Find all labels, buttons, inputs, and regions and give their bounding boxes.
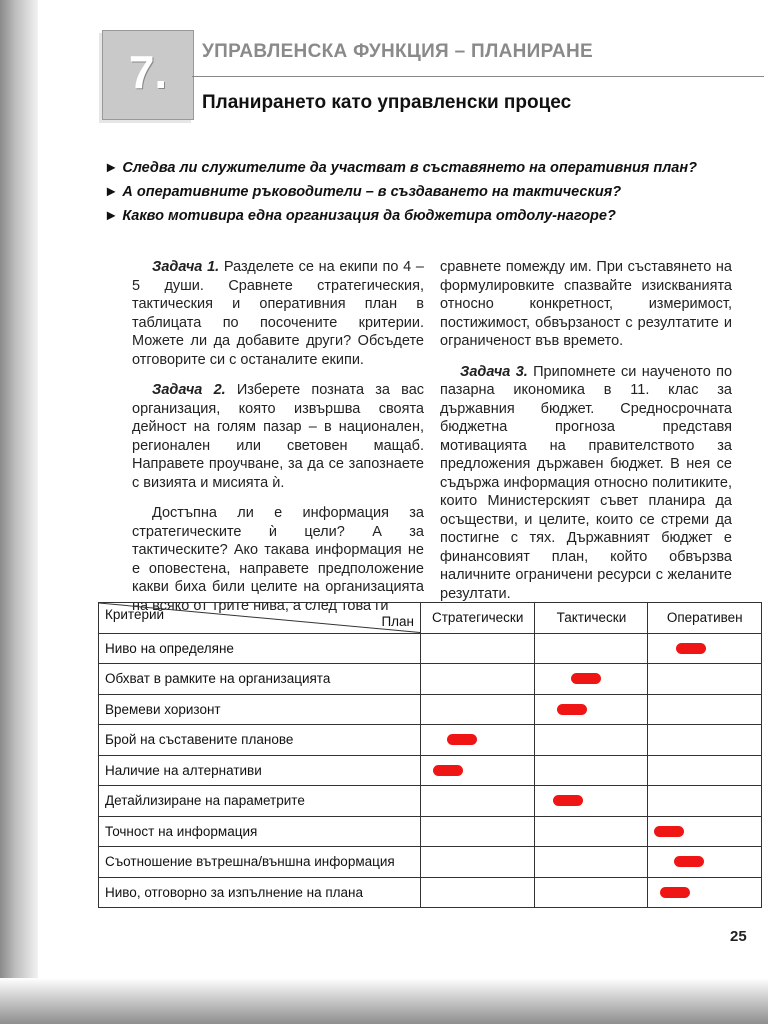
lesson-title: Планирането като управленски процес [202,92,572,113]
criteria-table [98,602,762,908]
task-1-body: Разделете се на екипи по 4 – 5 души. Сравнете стратегическия, тактическия и оперативния план в таблицата по посочените критерии. Можете ли да добавите други? Обсъдете отговорите си с останалите екипи. [132,259,424,368]
row-label: Съотношение вътрешна/външна информация [99,847,421,878]
table-cell[interactable] [648,786,762,817]
text-column-right [440,258,732,615]
table-cell[interactable] [535,816,648,847]
task-3-paragraph [440,363,732,604]
row-label: Ниво на определяне [99,633,421,664]
chapter-title: УПРАВЛЕНСКА ФУНКЦИЯ – ПЛАНИРАНЕ [202,41,593,62]
task-2-continuation: Достъпна ли е информация за стратегическите ѝ цели? А за тактическите? Ако такава информация не е оповестена, направете предположение какви биха били целите на организацията на всяко от трите нива, а след това ги [132,505,424,614]
task-2-body: Изберете позната за вас организация, която извършва своята дейност на голям пазар – в национален, регионален или световен мащаб. Направете проучване, за да се запознаете с визията и мисията ѝ. [132,382,425,491]
row-label: Брой на съставените планове [99,725,421,756]
row-label: Ниво, отговорно за изпълнение на плана [99,877,421,908]
table-row [99,664,762,695]
task-2-continuation-right: сравнете помежду им. При съставянето на формулировките спазвайте изискванията относно конкретност, измеримост, постижимост, обвързаност с резултатите и ограниченост във времето. [440,259,732,349]
row-label: Обхват в рамките на организацията [99,664,421,695]
table-cell[interactable] [648,725,762,756]
table-cell[interactable] [420,633,534,664]
red-mark-icon [447,734,477,745]
task-1-paragraph [132,258,424,369]
table-cell[interactable] [648,694,762,725]
corner-criterion-label: Критерий [105,607,165,622]
question-list [104,160,764,232]
table-row [99,633,762,664]
table-cell[interactable] [648,847,762,878]
page-number: 25 [730,928,747,945]
page-bottom-shadow [0,978,768,1024]
table-cell[interactable] [420,694,534,725]
task-1-label: Задача 1. [152,259,220,275]
row-label: Времеви хоризонт [99,694,421,725]
table-cell[interactable] [648,755,762,786]
table-cell[interactable] [535,725,648,756]
table-row [99,816,762,847]
red-mark-icon [553,795,583,806]
red-mark-icon [654,826,684,837]
table-cell[interactable] [535,633,648,664]
red-mark-icon [660,887,690,898]
table-cell[interactable] [535,786,648,817]
table-cell[interactable] [420,725,534,756]
task-3-body: Припомнете си наученото по пазарна икономика в 11. клас за държавния бюджет. Средносрочната бюджетна прогноза представя мотивацията на правителството за предложения държавен бюджет. В нея се съдържа информация относно политиките, които Министерският съвет планира да осъществи, и целите, които се стреми да постигне с тях. Държавният бюджет е финансовият план, който обвързва наличните ограничени ресурси с желаните резултати. [440,363,733,602]
question-text: А оперативните ръководители – в създаването на тактическия? [122,184,622,200]
table-row [99,725,762,756]
corner-plan-label: План [381,613,414,629]
column-header: Тактически [535,603,648,634]
table-cell[interactable] [420,847,534,878]
text-column-left [132,258,424,627]
question-text: Какво мотивира една организация да бюджетира отдолу-нагоре? [122,208,616,224]
table-row [99,847,762,878]
table-cell[interactable] [420,664,534,695]
table-cell[interactable] [420,877,534,908]
task-3-label: Задача 3. [460,363,528,380]
column-header: Оперативен [648,603,762,634]
red-mark-icon [571,673,601,684]
chapter-rule [192,76,764,77]
table-cell[interactable] [648,877,762,908]
table-cell[interactable] [535,694,648,725]
red-mark-icon [674,856,704,867]
page-binding-shadow [0,0,38,1024]
row-label: Точност на информация [99,816,421,847]
table-row [99,755,762,786]
chapter-number: 7. [128,46,168,98]
red-mark-icon [433,765,463,776]
table-cell[interactable] [420,786,534,817]
table-cell[interactable] [420,755,534,786]
table-cell[interactable] [648,664,762,695]
question-item [104,160,764,184]
table-cell[interactable] [535,877,648,908]
question-item [104,208,764,232]
table-cell[interactable] [535,755,648,786]
table-row [99,877,762,908]
table-header-row [99,603,762,634]
table-cell[interactable] [648,633,762,664]
table-cell[interactable] [420,816,534,847]
question-item [104,184,764,208]
table-row [99,694,762,725]
task-2-paragraph [132,381,424,492]
bullet-arrow-icon: ► [104,184,119,200]
task-2-label: Задача 2. [152,382,226,398]
table-row [99,786,762,817]
table-corner-cell [99,603,421,634]
question-text: Следва ли служителите да участват в съставянето на оперативния план? [122,160,697,176]
red-mark-icon [676,643,706,654]
row-label: Детайлизиране на параметрите [99,786,421,817]
red-mark-icon [557,704,587,715]
bullet-arrow-icon: ► [104,208,119,224]
table-cell[interactable] [648,816,762,847]
table-cell[interactable] [535,847,648,878]
chapter-number-box [102,30,194,120]
table-cell[interactable] [535,664,648,695]
row-label: Наличие на алтернативи [99,755,421,786]
bullet-arrow-icon: ► [104,160,119,176]
column-header: Стратегически [420,603,534,634]
